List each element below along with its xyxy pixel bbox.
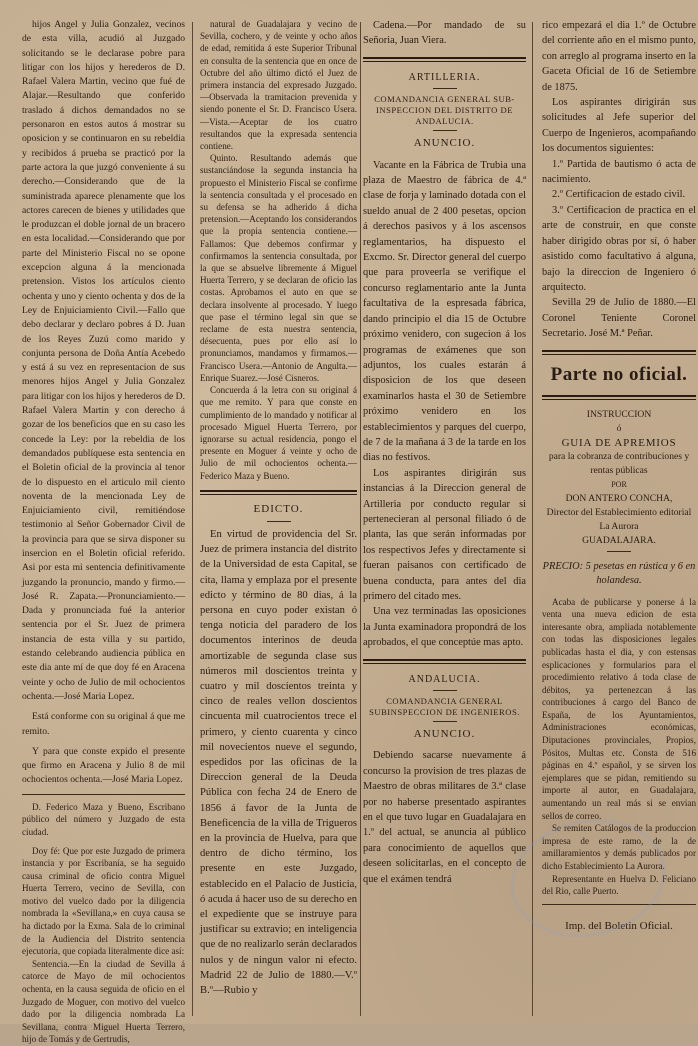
double-divider xyxy=(200,490,357,495)
signature-text: Cadena.—Por mandado de su Señoria, Juan Viera. xyxy=(363,20,526,47)
section-artilleria: ARTILLERIA. xyxy=(408,71,481,83)
anuncio-text-4: Debiendo sacarse nuevamente á concurso la provision de tres plazas de Maestro de obras militares de 3.ª clase por no haberse presentado aspirantes en el que tuvo lugar en Guadalajara en 1.º del actual, se anuncia al público para conocimiento de aquellos que deseen solicitarlas, en el concepto de que el exámen tendrá xyxy=(363,750,526,885)
anuncio-title-2: ANUNCIO. xyxy=(413,728,476,741)
anuncio-title: ANUNCIO. xyxy=(413,137,476,150)
ad-line: para la cobranza de contribuciones y rentas públicas xyxy=(548,450,690,476)
dash xyxy=(607,551,631,552)
notary-intro: D. Federico Maza y Bueno, Escribano público del número y Juzgado de esta ciudad. xyxy=(22,801,185,837)
ad-author: DON ANTERO CONCHA, xyxy=(565,492,673,504)
subsection-ingenieros: COMANDANCIA GENERAL SUBINSPECCION DE INGENIEROS. xyxy=(369,696,520,718)
ad-city: GUADALAJARA. xyxy=(582,534,656,546)
subsection-comandancia: COMANDANCIA GENERAL SUB-INSPECCION DEL DISTRITO DE ANDALUCIA. xyxy=(374,94,515,127)
dash xyxy=(433,690,457,691)
conformity-text: Está conforme con su original á que me remito. xyxy=(22,711,185,737)
ad-price: PRECIO: 5 pesetas en rústica y 6 en holandesa. xyxy=(542,560,696,586)
requirement-item: 2.º Certificacion de estado civil. xyxy=(552,189,686,201)
requirement-item: 3.º Certificacion de practica en el arte de construir, en que conste haber dirigido obras por sí, ó haber asistido como facultativo á alguna, bajo la direccion de Ingeniero ó arquitecto. xyxy=(542,204,696,293)
ad-text-3: Representante en Huelva D. Feliciano del Rio, calle Puerto. xyxy=(542,873,696,897)
column-1 xyxy=(22,18,185,1045)
anuncio-continued: rico empezará el dia 1.º de Octubre del corriente año en el mismo punto, con arreglo al programa inserto en la Gaceta Oficial de 16 de Setiembre de 1875. xyxy=(542,20,696,93)
dash xyxy=(433,130,457,131)
ad-line: INSTRUCCION xyxy=(586,408,652,420)
ad-text: Acaba de publicarse y ponerse á la venta una nueva edicion de esta interesante obra, ampliada notablemente con todas las disposiciones legales publicadas hasta el dia, y con estensas esplicaciones y formularios para el procedimiento relativo á toda clase de débitos, ya pertenezcan á las contribuciones á cargo del Banco de España, de los Ayuntamientos, Administraciones económicas, Diputaciones provinciales, Propios, Pósitos, Multas etc. Consta de 516 páginas en 4.º español, y se sirven los ejemplares que se pidan, remitiendo su importe al autor, en Guadalajara, aumentando un real más si se envian sellos de correo. xyxy=(542,596,696,821)
dash xyxy=(433,721,457,722)
concordance-text: Concuerda á la letra con su original á que me remito. Y para que conste en cumplimiento de lo mandado y notificar al procesado Miguel Huerta Terrero, por ignorarse su actual residencia, pongo el presente en Moguer á veinte y ocho de Julio de mil ochocientos ochenta.—Federico Maza y Bueno. xyxy=(200,385,357,481)
column-rule xyxy=(192,22,193,1016)
sentence-text-2: Sentencia.—En la ciudad de Sevilla á catorce de Mayo de mil ochocientos ochenta, en la causa seguida de oficio en el Juzgado de Moguer, con motivo del vuelco dado por la diligencia nombrada La Sevillana, contra Miguel Huerta Terrero, hijo de Tomás y de Gertrudis, xyxy=(22,958,185,1045)
column-rule xyxy=(360,22,361,1016)
anuncio-text-3: Una vez terminadas las oposiciones la Junta examinadora propondrá de los aprobados, el que conceptúe mas apto. xyxy=(363,606,526,649)
double-divider xyxy=(363,57,526,62)
dash xyxy=(267,521,291,522)
double-divider xyxy=(542,350,696,355)
divider xyxy=(22,794,185,795)
column-3 xyxy=(363,18,526,1020)
notary-text: Doy fé: Que por este Juzgado de primera instancia y por Escribanía, se ha seguido causa criminal de oficio contra Miguel Huerta Terrero, vecino de Sevilla, con motivo del vuelco dado por la diligencia nombrada la «Sevillana,» en cuya causa se ha dictado por la Exma. Sala de lo criminal de la Audiencia del Distrito sentencia ejecutoria, que copiada literalmente dice así: xyxy=(22,845,185,957)
dash xyxy=(433,88,457,89)
ad-line: Director del Establecimiento editorial La Aurora xyxy=(546,506,692,532)
ad-line: POR xyxy=(611,479,627,489)
edicto-title: EDICTO. xyxy=(253,502,304,515)
ad-title: GUIA DE APREMIOS xyxy=(561,436,677,449)
double-divider xyxy=(363,659,526,664)
anuncio-text-2: Los aspirantes dirigirán sus instancias á la Direccion general de Artilleria por conducto regular si pertenecieran al personal filiado ó de planta, las que serán informadas por los respectivos Jefes y directamente si fueran paisanos con certificado de buena conducta, para antes del dia primero del citado mes. xyxy=(363,467,526,602)
sentence-continued: natural de Guadalajara y vecino de Sevilla, cochero, y de veinte y ocho años de edad, remitida á este Superior Tribunal en consulta de la sentencia que en once de Octubre del año último dictó el Juez de primera instancia del expresado Juzgado.—Observada la tramitacion prevenida y siendo ponente el Sr. D. Francisco Usera.—Vista.—Aceptar de los cuatro resultandos que la expresada sentencia contiene. xyxy=(200,19,357,152)
ad-line: ó xyxy=(616,422,622,434)
imprint: Imp. del Boletin Oficial. xyxy=(565,919,673,932)
edicto-text: En virtud de providencia del Sr. Juez de primera instancia del distrito de la Universidad de esta Capital, se cita, llama y emplaza por el presente edicto y término de 80 dias, á la persona en cuyo poder existan ó tenga noticia del paradero de los documentos interinos de deuda amortizable de segunda clase sus números mil doscientos treinta y cuatro y mil doscientos treinta y cinco de reales vellon doscientos cincuenta mil cuatrocientos trece el primero, y ciento cuarenta y cinco mil novecientos nueve el segundo, espedidos por las oficinas de la Direccion general de la Deuda Pública con fecha 24 de Enero de 1856 á favor de la Junta de Beneficencia de la villa de Trigueros en la provincia de Huelva, para que dentro de dicho término, los presente en este Juzgado, establecido en el Palacio de Justicia, ó acuda á hacer uso de su derecho en el expediente que se instruye para justificar su extravio; en inteligencia que de no realizarlo serán declarados nulos y de ningun valor ni efecto. Madrid 22 de Julio de 1880.—V.º B.º—Rubio y xyxy=(200,528,357,997)
closing-text: Y para que conste expido el presente que firmo en Aracena y Julio 8 de mil ochocientos ochenta.—José Maria Lopez. xyxy=(22,745,185,786)
sentence-text: hijos Angel y Julia Gonzalez, vecinos de esta villa, acudió al Juzgado solicitando se le declarase pobre para litigar con los hijos y herederos de D. Rafael Valera Martin, vecino que fué de Alajar.—Resultando que conferido traslado á dichos demandados no se personaron en estos autos á mostrar su oposicion y se continuaron en su rebeldia y recibidos á prueba se practicó por la parte actora la que juzgó conveniente á su derecho.—Considerando que de la suministrada aparece plenamente que los actores carecen de bienes y utilidades que le produzcan el doble jornal de un bracero en esta localidad.—Considerando que por parte del Ministerio Fiscal no se opone excepcion alguna á la mencionada pretension. Vistos los artículos ciento ochenta y uno y ciento ochenta y dos de la Ley de Enjuiciamiento Civil.—Fallo que debo declarar y declaro pobres á D. Juan de los Reyes Zuzú como marido y conjunta persona de Doña Antía Acebedo y está á su vez en representacion de sus menores hijos Angel y Julia Gonzalez para litigar con los hijos y herederos de D. Rafael Valera Martin y con derecho á gozar de los beneficios que en su caso les concede la Ley: por la rebeldia de los demandados publíquese esta sentencia en el Boletin oficial de la provincia al tenor de lo dispuesto en el articulo mil ciento noventa de la mencionada Ley de Enjuiciamiento civil, remitiéndose testimonio al Señor Gobernador Civil de la provincia para que se sirva disponer su insercion en el Boletin oficial referido. Asi por esta mi sentencia definitivamente juzgando la pronuncio, mando y firmo.—José R. Zapata.—Pronunciamiento.—Dada y pronunciada fué la anterior sentencia por el Sr. Juez de primera instancia de esta villa y su partido, estando celebrando audiencia pública en este dia ante mí de que doy fé en Aracena veinte y ocho de Julio de mil ochocientos ochenta.—José Maria Lopez. xyxy=(22,19,185,702)
column-2 xyxy=(200,18,357,1020)
requirements-intro: Los aspirantes dirigirán sus solicitudes al Jefe superior del Cuerpo de Ingenieros, acompañando los documentos siguientes: xyxy=(542,97,696,155)
parte-no-oficial-heading: Parte no oficial. xyxy=(550,363,688,385)
sentence-quinto: Quinto. Resultando además que sustanciándose la segunda instancia ha propuesto el Ministerio Fiscal se confirme la sentencia consultada y el procesado en su defensa se ha adherido á dicha pretension.—Aceptando los considerandos que la propia sentencia contiene.—Fallamos: Que debemos confirmar y confirmamos la sentencia consultada, por la que se absuelve libremente á Miguel Huerta Terrero, y se declaran de oficio las costas. Aprobamos el auto en que se declara insolvente al procesado. Y luego que pase el término legal sin que se reclame de esta nuestra sentencia, désecuenta, pues por ello así lo pronunciamos, mandamos y firmamos.—Francisco Usera.—Antonio de Angulta.—Enrique Suarez.—José Cisneros. xyxy=(200,153,357,383)
signature-text: Sevilla 29 de Julio de 1880.—El Coronel Teniente Coronel Secretario. José M.ª Peñar. xyxy=(542,297,696,340)
double-divider xyxy=(542,395,696,400)
requirement-item: 1.º Partida de bautismo ó acta de nacimiento. xyxy=(542,158,696,186)
anuncio-text: Vacante en la Fábrica de Trubia una plaza de Maestro de fábrica de 4.ª clase de forja y laminado dotada con el sueldo anual de 2 400 pesetas, opcion á derechos pasivos y á los ascensos reglamentarios, ha dispuesto el Excmo. Sr. Director general del cuerpo que para proveerla se verifique el concurso reglamentario ante la Junta facultativa de la espresada fábrica, dando principio el dia 15 de Octubre próximo venidero, con sugecion á los programas de exámenes que son adjuntos, los cuales estarán á disposicion de los que deseen examinarlos hasta el 30 de Setiembre próximo venidero en los establecimientos y parques del cuerpo, de 7 de la mañana á 3 de la tarde en los dias no festivos. xyxy=(363,159,527,464)
section-andalucia: ANDALUCIA. xyxy=(408,673,481,685)
ad-text-2: Se remiten Catálogos de la produccion impresa de este ramo, de la de amillaramientos y demás publicados por dicho Establecimiento La Aurora. xyxy=(542,823,696,871)
